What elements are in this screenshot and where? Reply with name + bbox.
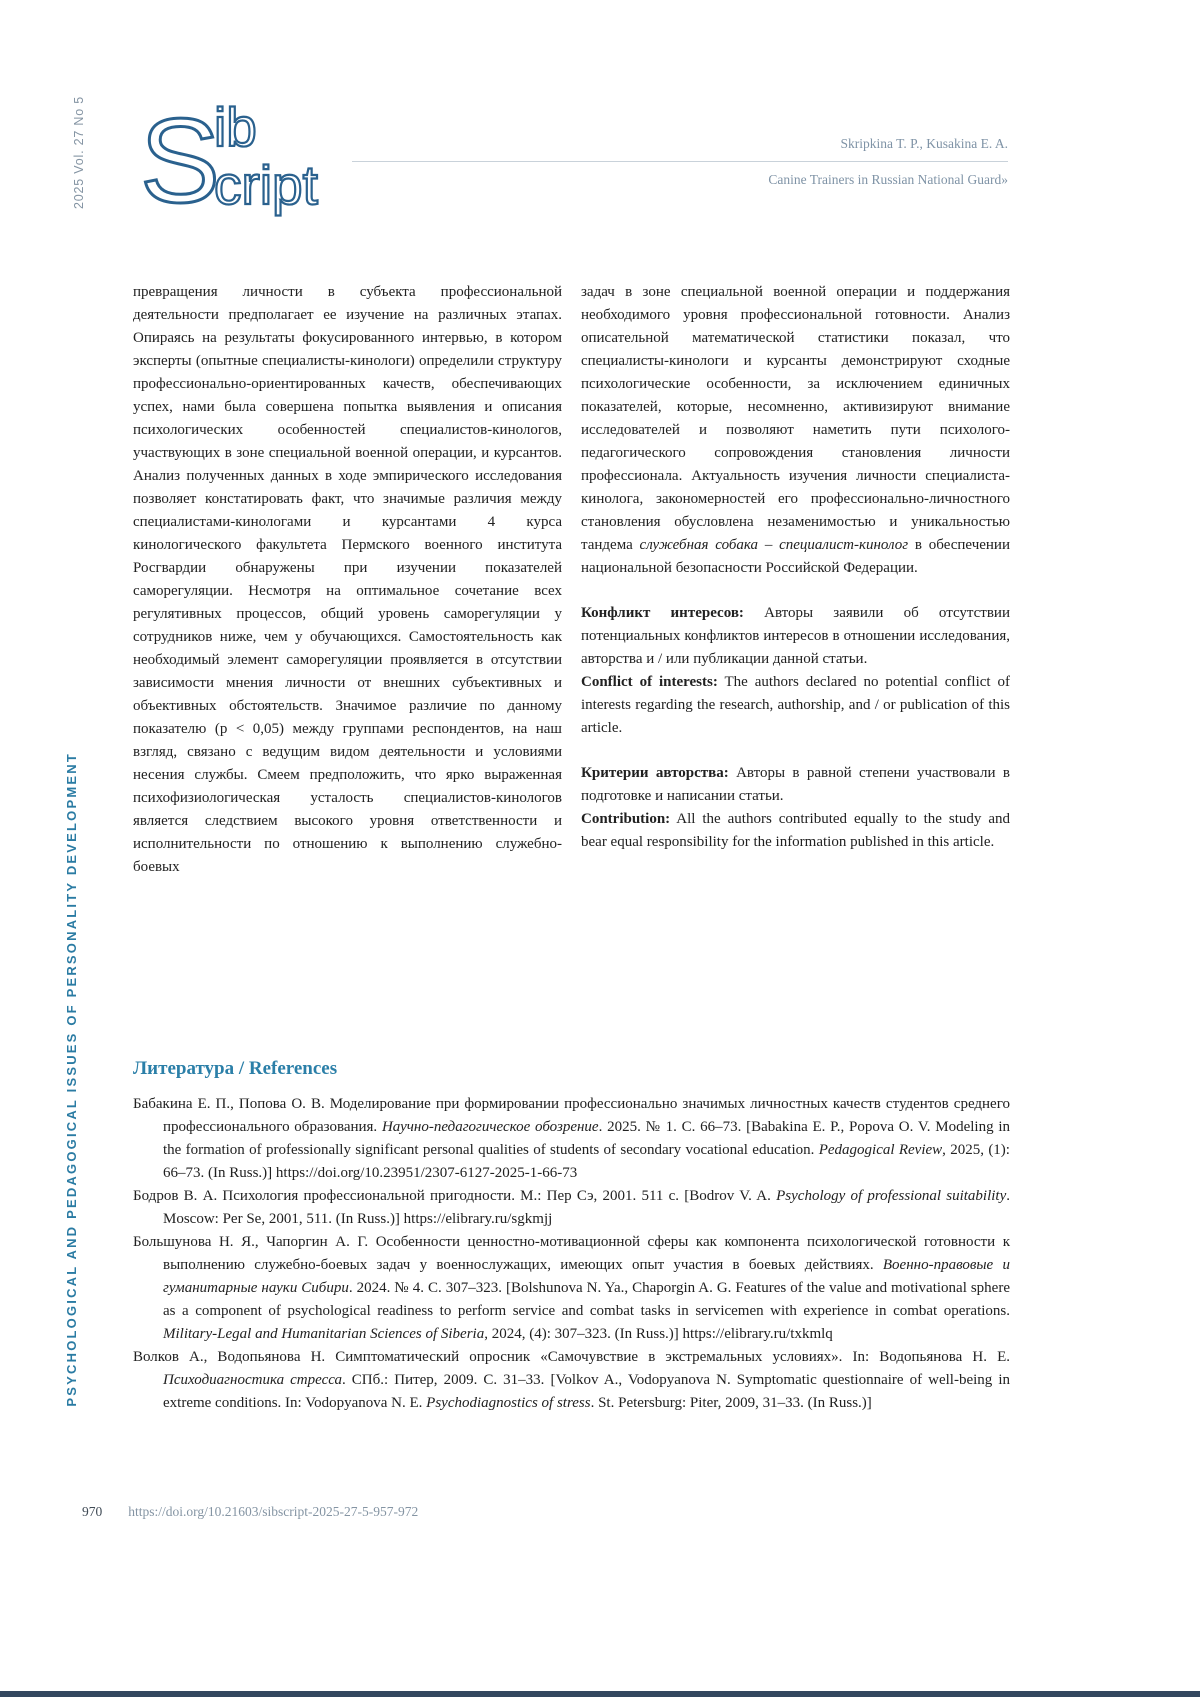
contribution-en-label: Contribution:	[581, 811, 671, 827]
conflict-ru-text: Авторы заявили об отсутствии потенциальных конфликтов интересов в отношении исследования, авторства и / или публикации данной статьи.	[581, 605, 1010, 667]
reference-text: . St. Petersburg: Piter, 2009, 31–33. (In Russ.)]	[590, 1395, 872, 1411]
conflict-en-label: Conflict of interests:	[581, 674, 718, 690]
running-title: Canine Trainers in Russian National Guard»	[768, 172, 1008, 187]
logo-text-bottom: cript	[214, 154, 318, 216]
logo-text-top: ib	[214, 96, 257, 158]
authorship-ru-text: Авторы в равной степени участвовали в подготовке и написании статьи.	[581, 765, 1010, 804]
conflict-en-text: The authors declared no potential conflict of interests regarding the research, authorship, and / or publication of this article.	[581, 674, 1010, 736]
reference-title-italic: Научно-педагогическое обозрение	[381, 1119, 599, 1135]
sibscript-logo	[138, 92, 358, 225]
reference-text: . Moscow: Per Se, 2001, 511. (In Russ.)] https://elibrary.ru/sgkmjj	[163, 1188, 1010, 1227]
reference-title-italic: Военно-правовые и гуманитарные науки Сибири	[163, 1257, 1010, 1296]
abstract-ending-paragraph	[581, 281, 1010, 580]
page-number: 970	[82, 1504, 103, 1519]
section-title-vertical-label: PSYCHOLOGICAL AND PEDAGOGICAL ISSUES OF PERSONALITY DEVELOPMENT	[64, 752, 79, 1407]
contribution-en-text: All the authors contributed equally to the study and bear equal responsibility for the information published in this article.	[581, 811, 1010, 850]
abstract-left-column	[133, 281, 562, 879]
footer-doi-link: https://doi.org/10.21603/sibscript-2025-27-5-957-972	[128, 1504, 419, 1519]
reference-text: . 2024. № 4. С. 307–323. [Bolshunova N. Ya., Chaporgin A. G. Features of the value and motivational sphere as a component of psychological readiness to perform service and combat tasks in servicemen with experience in combat operations.	[163, 1280, 1010, 1319]
reference-title-italic: Психодиагностика стресса	[163, 1372, 343, 1388]
volume-vertical-label: 2025 Vol. 27 No 5	[72, 96, 86, 209]
authorship-criteria-ru	[581, 762, 1010, 808]
reference-item	[133, 1231, 1010, 1346]
reference-title-italic: Psychodiagnostics of stress	[426, 1395, 591, 1411]
page-footer	[82, 1504, 418, 1520]
reference-text: Бабакина Е. П., Попова О. В. Моделирование при формировании профессионально значимых личностных качеств студентов среднего профессионального образования.	[133, 1096, 1010, 1135]
reference-text: , 2025, (1): 66–73. (In Russ.)] https://doi.org/10.23951/2307-6127-2025-1-66-73	[163, 1142, 1010, 1181]
conflict-of-interest-en	[581, 671, 1010, 740]
contribution-en	[581, 808, 1010, 854]
abstract-right-after-text: в обеспечении национальной безопасности Российской Федерации.	[581, 537, 1010, 576]
reference-text: Большунова Н. Я., Чапоргин А. Г. Особенности ценностно-мотивационной сферы как компонента психологической готовности к выполнению служебно-боевых задач у военнослужащих, имеющих опыт участия в боевых действиях.	[133, 1234, 1010, 1273]
abstract-right-main-text: задач в зоне специальной военной операции и поддержания необходимого уровня профессиональной готовности. Анализ описательной математической статистики показал, что специалисты-кинологи и курсанты демонстрируют сходные психологические особенности, за исключением единичных показателей, которые, несомненно, активизируют внимание исследователей и позволяют наметить пути психолого-педагогического сопровождения становления личности профессионала. Актуальность изучения личности специалиста-кинолога, закономерностей его профессионально-личностного становления обусловлена незаменимостью и уникальностью тандема	[581, 284, 1010, 553]
conflict-of-interest-ru	[581, 602, 1010, 671]
abstract-italic-phrase: служебная собака – специалист-кинолог	[632, 537, 909, 553]
running-authors: Skripkina T. P., Kusakina E. A.	[840, 136, 1008, 151]
reference-title-italic: Psychology of professional suitability	[776, 1188, 1007, 1204]
sibscript-logo-icon	[138, 92, 358, 220]
reference-item	[133, 1093, 1010, 1185]
logo-letter-s: S	[140, 94, 221, 220]
references-section	[133, 1058, 1010, 1415]
header-rule	[352, 161, 1008, 162]
references-heading: Литература / References	[133, 1058, 338, 1079]
reference-text: . СПб.: Питер, 2009. С. 31–33. [Volkov A., Vodopyanova N. Symptomatic questionnaire of well-being in extreme conditions. In: Vodopyanova N. E.	[163, 1372, 1011, 1411]
abstract-right-column	[581, 281, 1010, 879]
reference-item	[133, 1346, 1010, 1415]
reference-text: Бодров В. А. Психология профессиональной пригодности. М.: Пер Сэ, 2001. 511 с. [Bodrov V. A.	[133, 1188, 777, 1204]
abstract-body	[133, 281, 1010, 879]
reference-title-italic: Pedagogical Review	[818, 1142, 943, 1158]
reference-text: . 2025. № 1. С. 66–73. [Babakina E. P., Popova O. V. Modeling in the formation of professionally significant personal qualities of students of secondary vocational education.	[163, 1119, 1010, 1158]
references-list	[133, 1093, 1010, 1415]
reference-item	[133, 1185, 1010, 1231]
authorship-ru-label: Критерии авторства:	[581, 765, 729, 781]
reference-text: Волков А., Водопьянова Н. Симптоматический опросник «Самочувствие в экстремальных условиях». In: Водопьянова Н. Е.	[133, 1349, 1010, 1365]
reference-text: , 2024, (4): 307–323. (In Russ.)] https://elibrary.ru/txkmlq	[484, 1326, 833, 1342]
running-head	[352, 136, 1008, 188]
conflict-ru-label: Конфликт интересов:	[581, 605, 744, 621]
abstract-continuation-paragraph: превращения личности в субъекта профессиональной деятельности предполагает ее изучение на различных этапах. Опираясь на результаты фокусированного интервью, в котором эксперты (опытные специалисты-кинологи) определили структуру профессионально-ориентированных качеств, обеспечивающих успех, нами была совершена попытка выявления и описания психологических особенностей специалистов-кинологов, участвующих в зоне специальной военной операции, и курсантов. Анализ полученных данных в ходе эмпирического исследования позволяет констатировать факт, что значимые различия между специалистами-кинологами и курсантами 4 курса кинологического факультета Пермского военного института Росгвардии обнаружены при изучении показателей саморегуляции. Несмотря на оптимальное сочетание всех регулятивных процессов, общий уровень саморегуляции у сотрудников ниже, чем у обучающихся. Самостоятельность как необходимый элемент саморегуляции проявляется в отсутствии зависимости мнения личности от внешних субъективных и объективных обстоятельств. Значимое различие по данному показателю (p < 0,05) между группами респондентов, на наш взгляд, связано с ведущим видом деятельности и условиями несения службы. Смеем предположить, что ярко выраженная психофизиологическая усталость специалистов-кинологов является следствием высокого уровня ответственности и исполнительности по отношению к выполнению служебно-боевых	[133, 284, 562, 875]
reference-title-italic: Military-Legal and Humanitarian Sciences of Siberia	[163, 1326, 485, 1342]
bottom-edge-bar	[0, 1691, 1200, 1697]
